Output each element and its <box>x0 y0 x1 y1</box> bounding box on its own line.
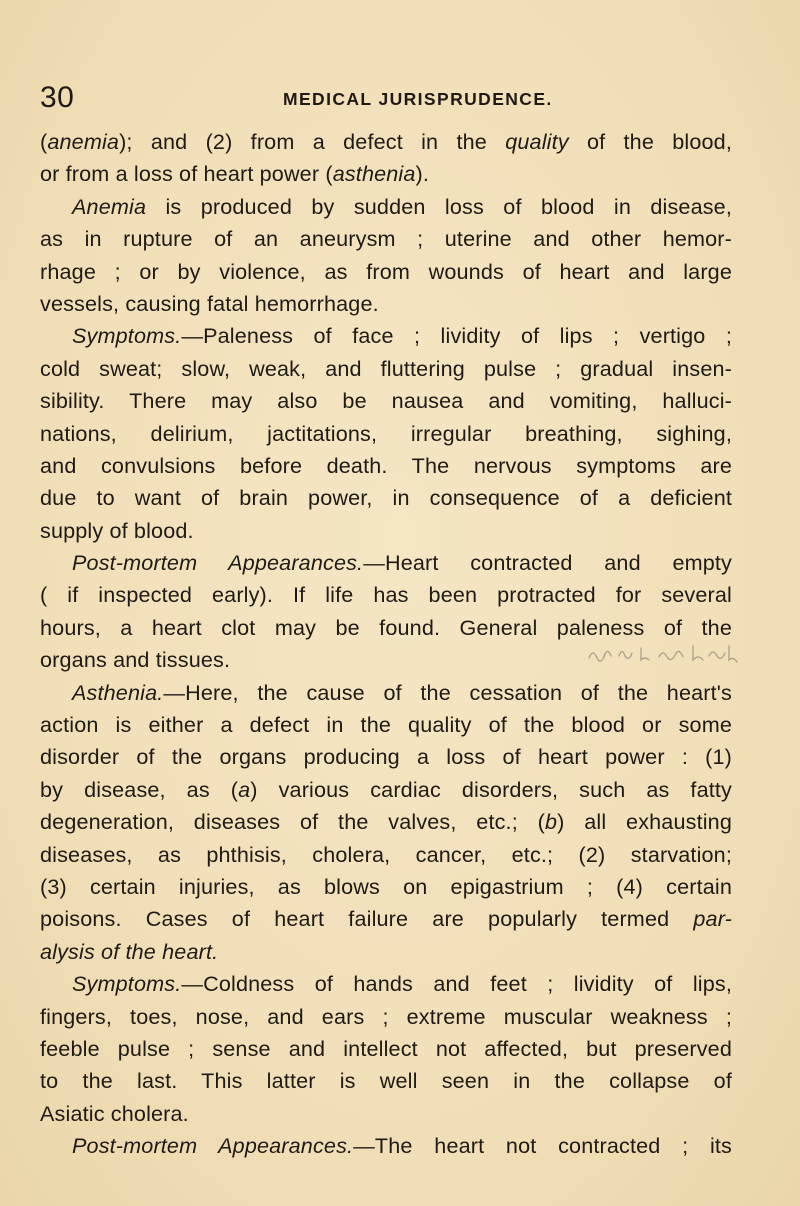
text-line: supply of blood. <box>40 517 194 543</box>
text-line: action is either a defect in the quality of the blood or some <box>40 712 732 738</box>
text-line: due to want of brain power, in consequence of a deficient <box>40 485 732 511</box>
text-line: poisons. Cases of heart failure are popularly termed par- <box>40 906 732 932</box>
section-heading-symptoms-2: Symptoms.—Coldness of hands and feet ; lividity of lips, <box>72 971 732 997</box>
text-line: feeble pulse ; sense and intellect not affected, but preserved <box>40 1035 732 1061</box>
text-line: vessels, causing fatal hemorrhage. <box>40 290 379 316</box>
page-number: 30 <box>40 81 75 114</box>
text-line: alysis of the heart. <box>40 938 219 964</box>
text-line: or from a loss of heart power (asthenia). <box>40 161 430 187</box>
text-line: rhage ; or by violence, as from wounds of heart and large <box>40 258 732 284</box>
text-line: and convulsions before death. The nervous symptoms are <box>40 452 732 478</box>
text-line: ( if inspected early). If life has been protracted for several <box>40 582 732 608</box>
text-line: organs and tissues. <box>40 647 231 673</box>
text-line: hours, a heart clot may be found. General paleness of the <box>40 614 732 640</box>
running-title: MEDICAL JURISPRUDENCE. <box>283 89 553 109</box>
text-line: disorder of the organs producing a loss of heart power : (1) <box>40 744 732 770</box>
paragraph-start: Anemia is produced by sudden loss of blood in disease, <box>72 193 732 219</box>
section-heading-post-mortem-2: Post-mortem Appearances.—The heart not contracted ; its <box>72 1133 732 1159</box>
section-heading-asthenia: Asthenia.—Here, the cause of the cessation of the heart's <box>72 679 732 705</box>
pencil-scribble <box>585 638 745 668</box>
text-line: nations, delirium, jactitations, irregular breathing, sighing, <box>40 420 732 446</box>
text-line: Asiatic cholera. <box>40 1100 189 1126</box>
text-line: fingers, toes, nose, and ears ; extreme muscular weakness ; <box>40 1003 732 1029</box>
section-heading-symptoms: Symptoms.—Paleness of face ; lividity of lips ; vertigo ; <box>72 323 732 349</box>
text-line: degeneration, diseases of the valves, etc.; (b) all exhausting <box>40 809 732 835</box>
page-header <box>0 82 800 114</box>
text-line: sibility. There may also be nausea and vomiting, halluci- <box>40 388 732 414</box>
text-line: diseases, as phthisis, cholera, cancer, etc.; (2) starvation; <box>40 841 732 867</box>
text-line: cold sweat; slow, weak, and fluttering pulse ; gradual insen- <box>40 355 732 381</box>
text-line: (3) certain injuries, as blows on epigastrium ; (4) certain <box>40 873 732 899</box>
text-line: as in rupture of an aneurysm ; uterine and other hemor- <box>40 226 732 252</box>
text-line: to the last. This latter is well seen in the collapse of <box>40 1068 732 1094</box>
text-line: by disease, as (a) various cardiac disorders, such as fatty <box>40 776 732 802</box>
text-line: (anemia); and (2) from a defect in the quality of the blood, <box>40 129 732 154</box>
section-heading-post-mortem: Post-mortem Appearances.—Heart contracted and empty <box>72 550 732 576</box>
